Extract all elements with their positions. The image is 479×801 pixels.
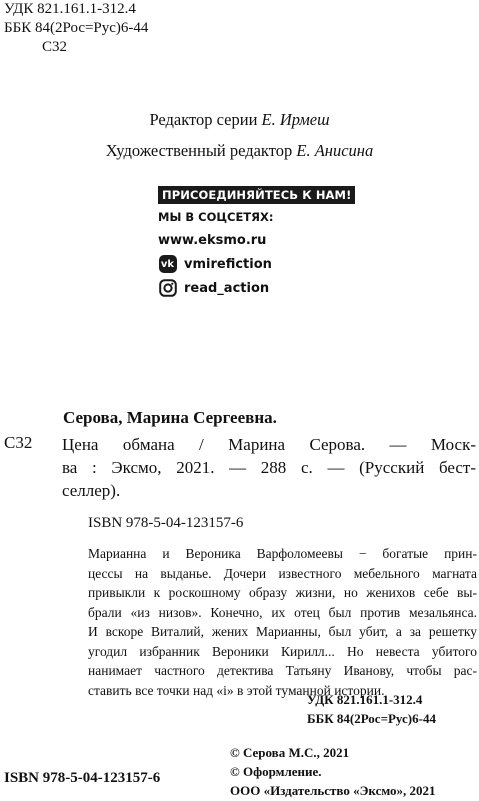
- series-editor-label: Редактор серии: [149, 110, 258, 129]
- copyright-author: © Серова М.С., 2021: [230, 745, 350, 760]
- bib-cipher: С32: [4, 433, 33, 452]
- isbn-record: ISBN 978-5-04-123157-6: [88, 515, 244, 531]
- annotation: [88, 544, 477, 700]
- footer-classification: [307, 690, 436, 728]
- join-us-banner: ПРИСОЕДИНЯЙТЕСЬ К НАМ!: [158, 186, 355, 204]
- annotation-line: нанимает частного детектива Татьяну Иванову, чтобы рас-: [88, 663, 477, 678]
- author-cipher: С32: [42, 39, 68, 55]
- editors-block: [0, 104, 479, 166]
- vk-handle[interactable]: vmirefiction: [184, 256, 272, 272]
- annotation-line: Марианна и Вероника Варфоломеевы − богатые прин-: [88, 546, 477, 561]
- vk-row[interactable]: [158, 252, 355, 276]
- bibliographic-description: [62, 433, 476, 502]
- series-editor-name: Е. Ирмеш: [261, 110, 330, 129]
- website-link[interactable]: www.eksmo.ru: [158, 233, 267, 248]
- udk-code: УДК 821.161.1-312.4: [4, 1, 136, 17]
- annotation-line: ставить все точки над «i» в этой туманной истории.: [88, 682, 385, 698]
- bib-line: селлер).: [62, 481, 121, 500]
- bib-line: Цена обмана / Марина Серова. — Моск-: [62, 435, 476, 454]
- art-editor: [0, 135, 479, 166]
- copyright-publisher: ООО «Издательство «Эксмо», 2021: [230, 783, 436, 798]
- annotation-line: цессы на выданье. Дочери известного мебельного магната: [88, 565, 477, 581]
- copyright-block: [230, 743, 436, 800]
- instagram-handle[interactable]: read_action: [184, 280, 270, 296]
- footer-isbn: ISBN 978-5-04-123157-6: [4, 770, 161, 786]
- social-subtitle: МЫ В СОЦСЕТЯХ:: [158, 210, 274, 224]
- series-editor: [0, 104, 479, 135]
- bbk-code: ББК 84(2Рос=Рус)6-44: [4, 20, 149, 36]
- vk-icon: vk: [158, 255, 177, 274]
- art-editor-name: Е. Анисина: [296, 141, 374, 160]
- annotation-line: угодил избранник Вероники Кирилл... Но невеста убитого: [88, 643, 477, 659]
- footer-bbk: ББК 84(2Рос=Рус)6-44: [307, 711, 436, 726]
- instagram-row[interactable]: [158, 276, 355, 300]
- instagram-icon: [158, 279, 177, 298]
- annotation-line: привыкли к роскошному образу жизни, но женихов себе вы-: [88, 585, 477, 600]
- annotation-line: И вскоре Виталий, жених Марианны, был убит, а за решетку: [88, 624, 477, 639]
- classification-block: [4, 0, 148, 57]
- bib-line: ва : Эксмо, 2021. — 288 с. — (Русский бест-: [62, 458, 476, 477]
- author-heading: Серова, Марина Сергеевна.: [63, 408, 277, 427]
- art-editor-label: Художественный редактор: [105, 141, 293, 160]
- footer-udk: УДК 821.161.1-312.4: [307, 692, 423, 707]
- annotation-line: брали «из низов». Конечно, их отец был против мезальянса.: [88, 604, 477, 620]
- social-block: [158, 184, 355, 300]
- copyright-design: © Оформление.: [230, 764, 322, 779]
